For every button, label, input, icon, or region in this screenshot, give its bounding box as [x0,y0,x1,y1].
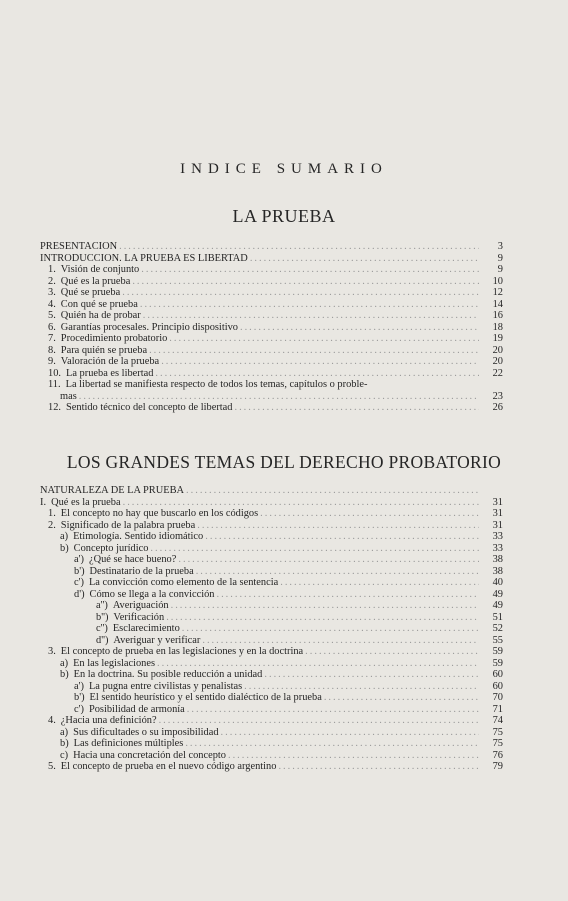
toc-entry [40,310,503,322]
toc-entry [40,600,503,612]
toc-entry [40,761,503,773]
toc-entry [40,356,503,368]
toc-entry-text: Posibilidad de armonía [88,703,185,715]
toc-entry [40,646,503,658]
toc-entry-page: 60 [492,680,503,692]
toc-entry-page: 33 [492,542,503,554]
toc-entry-page: 38 [492,565,503,577]
toc-entry [40,368,503,380]
dot-leader [234,402,479,414]
toc-entry-number: d'') [96,634,109,646]
toc-entry-page: 33 [492,531,503,542]
toc-entry [40,727,503,739]
toc-entry-page: 16 [492,310,503,321]
dot-leader [260,508,479,520]
toc-entry-text: Quién ha de probar [60,310,141,321]
toc-entry-text: Averiguación [112,600,169,611]
toc-part-one [40,241,503,414]
toc-entry-number: 6. [48,321,56,333]
toc-entry-number: 2. [48,275,56,287]
toc-entry [40,345,503,357]
toc-entry-label [60,391,77,403]
toc-entry-label [48,520,195,532]
toc-entry-text: Significado de la palabra prueba [60,519,196,531]
toc-entry-label [74,566,194,578]
toc-entry [40,520,503,532]
toc-entry-label [48,508,258,520]
toc-entry-text: Visión de conjunto [60,264,140,275]
toc-entry-page: 9 [497,252,503,264]
toc-entry [40,497,503,509]
toc-entry-label [48,356,159,368]
toc-entry-label [40,497,121,509]
toc-entry-page: 14 [492,298,503,310]
toc-entry-page: 26 [492,402,503,413]
toc-entry-text: La libertad se manifiesta respecto de todos los temas, capítulos o proble- [65,379,368,390]
dot-leader [264,669,479,681]
toc-entry-text: Sentido técnico del concepto de libertad [66,402,233,413]
toc-entry-number: 4. [48,298,56,310]
toc-entry [40,299,503,311]
toc-entry [40,264,503,276]
toc-entry-label [74,704,185,716]
toc-entry [40,715,503,727]
dot-leader [150,543,479,555]
toc-entry [40,612,503,624]
toc-entry-number: a) [60,531,69,542]
toc-entry-text: En la doctrina. Su posible reducción a unidad [73,669,263,680]
toc-entry-number: 5. [48,310,56,321]
toc-entry [40,669,503,681]
dot-leader [187,704,479,716]
toc-entry-page: 75 [492,738,503,749]
toc-entry-number: a) [60,726,69,738]
dot-leader [141,264,479,276]
toc-entry-number: 5. [48,761,56,772]
toc-entry-number: a) [60,657,69,669]
toc-entry-label [74,589,214,601]
toc-entry-number: a') [74,554,84,565]
toc-entry-page: 31 [492,519,503,531]
dot-leader [244,681,479,693]
toc-entry [40,635,503,647]
toc-entry-number: 10. [48,367,61,379]
toc-entry-page: 75 [492,726,503,738]
toc-entry [40,566,503,578]
toc-entry-text: El concepto de prueba en las legislaciones y en la doctrina [60,646,304,657]
toc-entry-label [48,333,167,345]
toc-entry-label [40,485,184,497]
toc-entry-label [74,554,176,566]
toc-entry-page: 3 [497,241,503,252]
dot-leader [250,253,479,265]
toc-entry-label [60,727,219,739]
toc-entry [40,623,503,635]
toc-entry-label [96,612,164,624]
toc-entry-page: 59 [492,657,503,669]
toc-part-two [40,485,503,773]
toc-entry-text: Procedimiento probatorio [60,333,168,344]
toc-entry-number: b') [74,565,85,577]
toc-entry-label [48,264,139,276]
toc-entry-number: c') [74,703,84,715]
toc-entry-number: 3. [48,287,56,298]
toc-entry-text: Valoración de la prueba [60,356,160,367]
toc-entry-number: 8. [48,344,56,356]
toc-entry [40,391,503,403]
toc-entry-label [74,681,242,693]
toc-entry [40,750,503,762]
dot-leader [169,333,479,345]
toc-entry-page: 59 [492,646,503,657]
toc-entry-page: 22 [492,367,503,379]
dot-leader [216,589,479,601]
toc-entry [40,276,503,288]
toc-entry-text: mas [60,390,77,402]
toc-entry [40,485,503,497]
toc-entry-text: Para quién se prueba [60,344,148,356]
toc-entry-text: Cómo se llega a la convicción [89,588,215,600]
toc-entry [40,253,503,265]
toc-entry-text: Etimología. Sentido idiomático [73,531,204,542]
dot-leader [182,623,479,635]
toc-entry-text: El concepto de prueba en el nuevo código argentino [60,761,277,772]
toc-entry-number: d') [74,588,85,600]
toc-entry-label [60,750,226,762]
toc-entry-label [60,531,203,543]
toc-entry-number: b') [74,692,85,703]
toc-entry-number: a'') [96,600,108,611]
toc-entry [40,577,503,589]
toc-entry-number: 2. [48,519,56,531]
toc-entry-text: En las legislaciones [73,657,156,669]
dot-leader [159,715,479,727]
page-title: INDICE SUMARIO [180,161,388,177]
toc-entry-text: Con qué se prueba [60,298,138,310]
toc-entry-number: 7. [48,333,56,344]
toc-entry-text: El sentido heurístico y el sentido dialéctico de la prueba [89,692,322,703]
dot-leader [240,322,479,334]
dot-leader [161,356,479,368]
toc-entry-label [48,345,147,357]
toc-entry-page: 49 [492,600,503,611]
toc-entry-page: 40 [492,577,503,588]
toc-entry-label [48,322,238,334]
toc-entry-text: La convicción como elemento de la sentencia [88,577,279,588]
toc-entry-page: 31 [492,496,503,508]
toc-entry-label [48,379,503,391]
dot-leader [155,368,479,380]
toc-entry-text: PRESENTACION [40,241,118,252]
toc-entry [40,692,503,704]
toc-entry-text: Esclarecimiento [112,623,180,634]
toc-entry-number: 1. [48,264,56,275]
toc-entry [40,738,503,750]
toc-entry-page: 23 [492,390,503,402]
toc-entry-number: c) [60,749,69,761]
toc-entry-label [74,692,322,704]
dot-leader [149,345,479,357]
toc-entry-label [74,577,278,589]
toc-entry-label [48,761,276,773]
toc-entry-text: Concepto jurídico [73,542,149,554]
toc-entry-page: 9 [497,264,503,275]
toc-entry [40,704,503,716]
dot-leader [79,391,479,403]
toc-entry-label [48,276,130,288]
toc-entry-label [48,299,138,311]
toc-entry-number: c') [74,577,84,588]
dot-leader [123,497,479,509]
toc-entry-label [40,241,117,253]
toc-entry-number: b'') [96,611,109,623]
dot-leader [221,727,479,739]
dot-leader [119,241,479,253]
toc-entry-text: NATURALEZA DE LA PRUEBA [40,485,185,496]
toc-entry [40,402,503,414]
toc-entry-label [48,402,232,414]
toc-entry-label [96,600,169,612]
toc-entry-number: c'') [96,623,108,634]
toc-entry-page: 70 [492,692,503,703]
toc-entry-page: 52 [492,623,503,634]
toc-entry-label [48,368,153,380]
dot-leader [140,299,479,311]
toc-entry-text: Averiguar y verificar [113,634,201,646]
toc-entry-label [48,310,141,322]
toc-entry-page: 20 [492,356,503,367]
toc-entry [40,333,503,345]
toc-entry-page: 74 [492,715,503,726]
toc-entry-label [60,669,262,681]
dot-leader [202,635,479,647]
toc-entry-number: I. [40,496,47,508]
toc-entry-text: Garantías procesales. Principio dispositivo [60,321,238,333]
dot-leader [122,287,479,299]
toc-entry-page: 51 [492,611,503,623]
part-one-heading: LA PRUEBA [232,206,336,226]
toc-entry-number: b) [60,542,69,554]
toc-entry [40,681,503,693]
dot-leader [280,577,479,589]
toc-entry-text: Qué se prueba [60,287,121,298]
toc-entry [40,241,503,253]
toc-entry-page: 19 [492,333,503,344]
part-two-heading: LOS GRANDES TEMAS DEL DERECHO PROBATORIO [66,452,502,472]
toc-entry-text: INTRODUCCION. LA PRUEBA ES LIBERTAD [40,252,248,264]
toc-entry-label [48,715,157,727]
toc-entry-text: La pugna entre civilistas y penalistas [88,680,243,692]
dot-leader [196,566,479,578]
dot-leader [185,738,479,750]
toc-entry-page: 60 [492,669,503,680]
toc-entry [40,658,503,670]
dot-leader [186,485,479,497]
toc-entry-label [60,543,148,555]
toc-entry-page: 76 [492,749,503,761]
toc-entry-number: 3. [48,646,56,657]
toc-entry-text: El concepto no hay que buscarlo en los códigos [60,508,259,519]
dot-leader [305,646,479,658]
toc-entry-page: 49 [492,588,503,600]
toc-entry-text: ¿Qué se hace bueno? [88,554,177,565]
toc-entry-text: La prueba es libertad [66,367,154,379]
toc-entry [40,322,503,334]
toc-entry-number: 9. [48,356,56,367]
toc-entry-label [96,635,200,647]
toc-entry-label [48,287,120,299]
toc-entry-text: Las definiciones múltiples [73,738,184,749]
toc-entry-text: Sus dificultades o su imposibilidad [73,726,219,738]
toc-entry-page: 12 [492,287,503,298]
dot-leader [166,612,479,624]
dot-leader [228,750,479,762]
dot-leader [324,692,479,704]
toc-entry-number: b) [60,669,69,680]
toc-entry-page: 79 [492,761,503,772]
toc-entry-text: ¿Hacia una definición? [60,715,157,726]
toc-entry-number: a') [74,680,84,692]
toc-entry-text: Verificación [113,611,165,623]
toc-entry-page: 18 [492,321,503,333]
toc-entry [40,543,503,555]
dot-leader [143,310,479,322]
dot-leader [132,276,479,288]
toc-entry [40,508,503,520]
toc-entry-page: 38 [492,554,503,565]
toc-entry-number: 11. [48,379,61,390]
toc-entry-text: Qué es la prueba [51,496,121,508]
dot-leader [157,658,479,670]
toc-entry-number: 1. [48,508,56,519]
dot-leader [205,531,479,543]
toc-entry-text: Qué es la prueba [60,275,131,287]
toc-entry-page: 71 [492,703,503,715]
toc-entry-page: 55 [492,634,503,646]
dot-leader [197,520,479,532]
dot-leader [171,600,479,612]
toc-entry [40,287,503,299]
toc-entry [40,589,503,601]
toc-entry-label [60,658,155,670]
toc-entry [40,531,503,543]
toc-entry-label [96,623,180,635]
toc-entry-page: 31 [492,508,503,519]
toc-entry-number: b) [60,738,69,749]
toc-entry [40,379,503,391]
toc-entry-label [48,646,303,658]
toc-entry-page: 10 [492,275,503,287]
dot-leader [278,761,479,773]
toc-entry-number: 4. [48,715,56,726]
toc-entry-text: Hacia una concretación del concepto [73,749,226,761]
toc-entry-text: Destinatario de la prueba [89,565,194,577]
dot-leader [178,554,479,566]
toc-entry-label [40,253,248,265]
toc-entry-number: 12. [48,402,61,413]
toc-entry-page: 20 [492,344,503,356]
toc-entry [40,554,503,566]
toc-entry-label [60,738,183,750]
